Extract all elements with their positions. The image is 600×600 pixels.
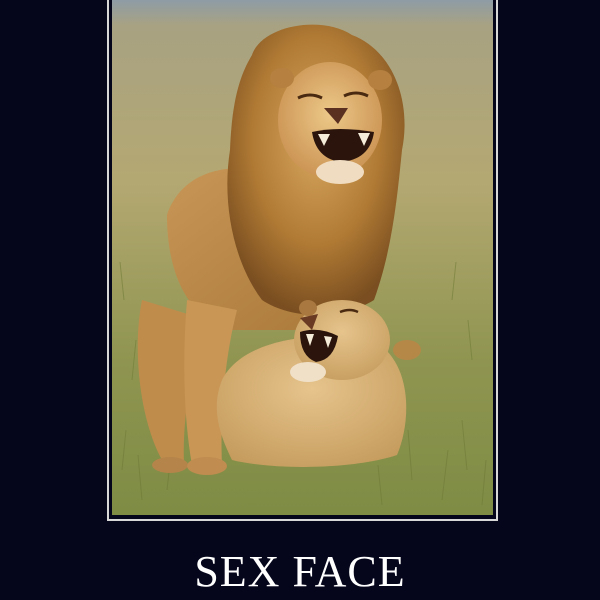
- poster-caption: SEX FACE: [194, 547, 406, 596]
- poster-photo: [112, 0, 493, 515]
